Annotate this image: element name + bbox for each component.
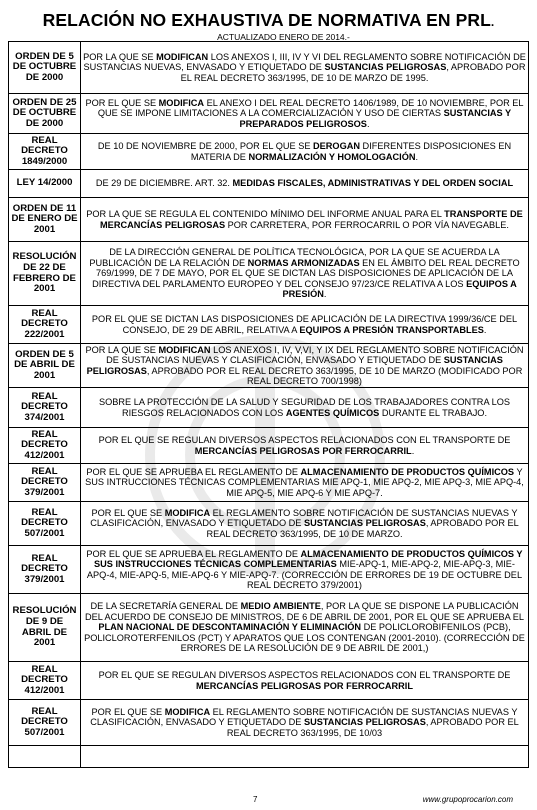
emphasis-text: NORMALIZACIÓN Y HOMOLOGACIÓN bbox=[248, 151, 416, 162]
description-text: . bbox=[411, 445, 415, 456]
document-header bbox=[0, 0, 537, 42]
regulation-description bbox=[81, 502, 529, 546]
emphasis-text: SUSTANCIAS PELIGROSAS bbox=[303, 717, 426, 728]
regulation-code: REAL DECRETO 412/2001 bbox=[9, 428, 81, 464]
table-row bbox=[9, 746, 529, 768]
regulation-description bbox=[81, 428, 529, 464]
emphasis-text: EQUIPOS A PRESIÓN TRANSPORTABLES bbox=[299, 324, 484, 335]
description-text: SOBRE LA PROTECCIÓN DE LA SALUD Y SEGURIDAD DE LOS TRABAJADORES CONTRA LOS RIESGOS RELACIONADOS CON LOS bbox=[99, 397, 510, 418]
table-row bbox=[9, 662, 529, 700]
regulation-code: ORDEN DE 11 DE ENERO DE 2001 bbox=[9, 198, 81, 242]
table-row bbox=[9, 700, 529, 746]
description-text: POR EL QUE SE DICTAN LAS DISPOSICIONES DE APLICACIÓN DE LA DIRECTIVA 1999/36/CE DEL CONSEJO, DE 29 DE ABRIL, RELATIVA A bbox=[91, 314, 518, 335]
table-row bbox=[9, 242, 529, 306]
emphasis-text: MEDIO AMBIENTE bbox=[240, 601, 321, 612]
emphasis-text: ALMACENAMIENTO DE PRODUCTOS QUÍMICOS bbox=[300, 466, 515, 477]
regulation-description bbox=[81, 42, 529, 94]
regulation-code: LEY 14/2000 bbox=[9, 170, 81, 198]
regulation-description bbox=[81, 170, 529, 198]
description-text: EN EL ÁMBITO DEL REAL DECRETO 769/1999, DE 7 DE MAYO, POR EL QUE SE DICTAN LAS DISPOSICIONES DE APLICACIÓN DE LA DIRECTIVA DEL PARLAMENTO EUROPEO Y DEL CONSEJO 97/23/CE RELATIVA A LOS bbox=[92, 257, 520, 289]
regulation-description bbox=[81, 662, 529, 700]
title-text: RELACIÓN NO EXHAUSTIVA DE NORMATIVA EN PRL bbox=[42, 10, 491, 30]
description-text: POR EL QUE SE bbox=[91, 507, 165, 518]
table-row bbox=[9, 306, 529, 344]
emphasis-text: ALMACENAMIENTO DE PRODUCTOS QUÍMICOS Y SUS INSTRUCCIONES TÉCNICAS COMPLEMENTARIAS bbox=[94, 548, 523, 570]
description-text: , APROBADO POR EL REAL DECRETO 363/1995, DE 10 DE MARZO (MODIFICADO POR REAL DECRETO 700/1998) bbox=[146, 365, 523, 386]
regulation-description bbox=[81, 388, 529, 428]
regulation-code: ORDEN DE 5 DE OCTUBRE DE 2000 bbox=[9, 42, 81, 94]
description-text: POR EL QUE SE APRUEBA EL REGLAMENTO DE bbox=[86, 466, 301, 477]
description-text: POR EL QUE SE REGULAN DIVERSOS ASPECTOS RELACIONADOS CON EL TRANSPORTE DE bbox=[98, 670, 511, 681]
table-row bbox=[9, 502, 529, 546]
emphasis-text: EQUIPOS A PRESIÓN bbox=[282, 278, 517, 300]
table-row bbox=[9, 134, 529, 170]
description-text: . bbox=[415, 151, 419, 162]
regulation-code: REAL DECRETO 379/2001 bbox=[9, 546, 81, 594]
table-row bbox=[9, 546, 529, 594]
emphasis-text: SUSTANCIAS PELIGROSAS bbox=[86, 355, 503, 376]
table-row bbox=[9, 42, 529, 94]
description-text: , APROBADO POR EL REAL DECRETO 363/1995, DE 10 DE MARZO. bbox=[206, 518, 519, 539]
description-text: DE POLICLOROBIFENILOS (PCB), POLICLOROTERFENILOS (PCT) Y APARATOS QUE LOS CONTENGAN (2001-2010). (CORRECCIÓN DE ERRORES DE LA RESOLUCIÓN DE 9 DE ABRIL DE 2001,) bbox=[84, 622, 525, 654]
regulations-table-body bbox=[9, 42, 529, 768]
regulation-description bbox=[81, 344, 529, 388]
description-text: DE LA SECRETARÍA GENERAL DE bbox=[90, 601, 241, 612]
document-title bbox=[0, 10, 537, 32]
regulation-code: REAL DECRETO 374/2001 bbox=[9, 388, 81, 428]
regulation-description bbox=[81, 134, 529, 170]
description-text: . bbox=[483, 324, 487, 335]
document-subtitle: ACTUALIZADO ENERO DE 2014.- bbox=[217, 32, 350, 42]
emphasis-text: MERCANCÍAS PELIGROSAS POR FERROCARRIL bbox=[194, 445, 412, 456]
regulation-code: REAL DECRETO 507/2001 bbox=[9, 502, 81, 546]
table-row bbox=[9, 594, 529, 662]
table-row bbox=[9, 428, 529, 464]
regulation-code: RESOLUCIÓN DE 22 DE FEBRERO DE 2001 bbox=[9, 242, 81, 306]
description-text: LOS ANEXOS I, IV, V,VI, Y IX DEL REGLAMENTO SOBRE NOTIFICACIÓN DE SUSTANCIAS NUEVAS Y CLASIFICACIÓN, ENVASADO Y ETIQUETADO DE bbox=[106, 344, 524, 366]
emphasis-text: SUSTANCIAS Y PREPARADOS PELIGROSOS bbox=[239, 108, 512, 129]
regulation-description bbox=[81, 546, 529, 594]
description-text: DE 10 DE NOVIEMBRE DE 2000, POR EL QUE SE bbox=[97, 141, 314, 152]
regulation-code bbox=[9, 746, 81, 768]
description-text: POR LA QUE SE bbox=[83, 51, 157, 62]
description-text: . bbox=[323, 289, 327, 300]
emphasis-text: MERCANCÍAS PELIGROSAS POR FERROCARRIL bbox=[196, 680, 413, 691]
description-text: DURANTE EL TRABAJO. bbox=[379, 407, 488, 418]
description-text: , APROBADO POR EL REAL DECRETO 363/1995, DE 10 DE MARZO DE 1995. bbox=[180, 62, 526, 83]
description-text: LOS ANEXOS I, III, IV Y VI DEL REGLAMENTO SOBRE NOTIFICACIÓN DE SUSTANCIAS NUEVAS, ENVASADO Y ETIQUETADO DE bbox=[83, 51, 526, 73]
table-row bbox=[9, 464, 529, 502]
emphasis-text: SUSTANCIAS PELIGROSAS bbox=[303, 518, 426, 529]
regulation-description bbox=[81, 746, 529, 768]
table-row bbox=[9, 170, 529, 198]
footer-website: www.grupoprocarion.com bbox=[422, 795, 513, 804]
regulation-description bbox=[81, 306, 529, 344]
regulation-code: REAL DECRETO 507/2001 bbox=[9, 700, 81, 746]
description-text: DE 29 DE DICIEMBRE. ART. 32. bbox=[95, 178, 233, 189]
emphasis-text: PLAN NACIONAL DE DESCONTAMINACIÓN Y ELIMINACIÓN bbox=[98, 622, 362, 633]
description-text: POR EL QUE SE bbox=[91, 706, 165, 717]
emphasis-text: NORMAS ARMONIZADAS bbox=[247, 257, 360, 268]
description-text: EL REGLAMENTO SOBRE NOTIFICACIÓN DE SUSTANCIAS NUEVAS Y CLASIFICACIÓN, ENVASADO Y ETIQUETADO DE bbox=[90, 507, 518, 529]
description-text: MIE-APQ-1, MIE-APQ-2, MIE-APQ-3, MIE-APQ-4, MIE-APQ-5, MIE-APQ-6 Y MIE-APQ-7. (CORRECCIÓN DE ERRORES DE 19 DE OCTUBRE DEL REAL DECRETO 379/2001) bbox=[86, 559, 523, 590]
emphasis-text: SUSTANCIAS PELIGROSAS bbox=[324, 62, 447, 73]
emphasis-text: TRANSPORTE DE MERCANCÍAS PELIGROSAS bbox=[100, 209, 523, 230]
emphasis-text: MODIFICA bbox=[164, 507, 211, 518]
description-text: , POR LA QUE SE DISPONE LA PUBLICACIÓN DEL ACUERDO DE CONSEJO DE MINISTROS, DE 6 DE ABRIL DE 2001, POR EL QUE SE APRUEBA EL bbox=[84, 601, 525, 622]
regulation-code: ORDEN DE 25 DE OCTUBRE DE 2000 bbox=[9, 94, 81, 134]
regulation-code: REAL DECRETO 1849/2000 bbox=[9, 134, 81, 170]
regulation-code: REAL DECRETO 222/2001 bbox=[9, 306, 81, 344]
emphasis-text: MODIFICA bbox=[158, 97, 205, 108]
description-text: EL ANEXO I DEL REAL DECRETO 1406/1989, DE 10 NOVIEMBRE, POR EL QUE SE IMPONE LIMITACIONES A LA COMERCIALIZACIÓN Y USO DE CIERTAS bbox=[97, 97, 524, 119]
description-text: POR CARRETERA, POR FERROCARRIL O POR VÍA NAVEGABLE. bbox=[225, 219, 509, 230]
regulation-description bbox=[81, 594, 529, 662]
regulation-code: ORDEN DE 5 DE ABRIL DE 2001 bbox=[9, 344, 81, 388]
regulation-description bbox=[81, 242, 529, 306]
title-dot: . bbox=[490, 15, 495, 29]
description-text: EL REGLAMENTO SOBRE NOTIFICACIÓN DE SUSTANCIAS NUEVAS Y CLASIFICACIÓN, ENVASADO Y ETIQUETADO DE bbox=[90, 706, 518, 728]
description-text: DE LA DIRECCIÓN GENERAL DE POLÍTICA TECNOLÓGICA, POR LA QUE SE ACUERDA LA PUBLICACIÓN DE LA RELACIÓN DE bbox=[89, 247, 500, 268]
emphasis-text: MODIFICA bbox=[164, 706, 211, 717]
regulation-description bbox=[81, 94, 529, 134]
regulation-code: RESOLUCIÓN DE 9 DE ABRIL DE 2001 bbox=[9, 594, 81, 662]
emphasis-text: AGENTES QUÍMICOS bbox=[285, 407, 380, 418]
regulation-code: REAL DECRETO 379/2001 bbox=[9, 464, 81, 502]
emphasis-text: DEROGAN bbox=[313, 141, 360, 152]
emphasis-text: MODIFICAN bbox=[158, 344, 211, 355]
regulation-description bbox=[81, 700, 529, 746]
table-row bbox=[9, 344, 529, 388]
description-text: , APROBADO POR EL REAL DECRETO 363/1995, DE 10/03 bbox=[226, 717, 519, 738]
description-text: POR LA QUE SE bbox=[85, 344, 159, 355]
description-text: . bbox=[366, 118, 370, 129]
emphasis-text: MEDIDAS FISCALES, ADMINISTRATIVAS Y DEL ORDEN SOCIAL bbox=[232, 178, 514, 189]
description-text: Y SUS INTRUCCIONES TÉCNICAS COMPLEMENTARIAS MIE APQ-1, MIE APQ-2, MIE APQ-3, MIE APQ-4, MIE APQ-5, MIE APQ-6 Y MIE APQ-7. bbox=[85, 466, 524, 498]
page-number: 7 bbox=[253, 795, 258, 804]
regulations-table bbox=[8, 41, 529, 768]
regulation-description bbox=[81, 198, 529, 242]
description-text: POR EL QUE SE REGULAN DIVERSOS ASPECTOS RELACIONADOS CON EL TRANSPORTE DE bbox=[98, 435, 511, 446]
emphasis-text: MODIFICAN bbox=[156, 51, 209, 62]
regulation-description bbox=[81, 464, 529, 502]
table-row bbox=[9, 198, 529, 242]
description-text: POR LA QUE SE REGULA EL CONTENIDO MÍNIMO DEL INFORME ANUAL PARA EL bbox=[86, 209, 445, 220]
description-text: POR EL QUE SE bbox=[85, 97, 159, 108]
description-text: POR EL QUE SE APRUEBA EL REGLAMENTO DE bbox=[86, 548, 301, 559]
table-row bbox=[9, 94, 529, 134]
table-row bbox=[9, 388, 529, 428]
regulation-code: REAL DECRETO 412/2001 bbox=[9, 662, 81, 700]
description-text: DIFERENTES DISPOSICIONES EN MATERIA DE bbox=[190, 141, 512, 162]
